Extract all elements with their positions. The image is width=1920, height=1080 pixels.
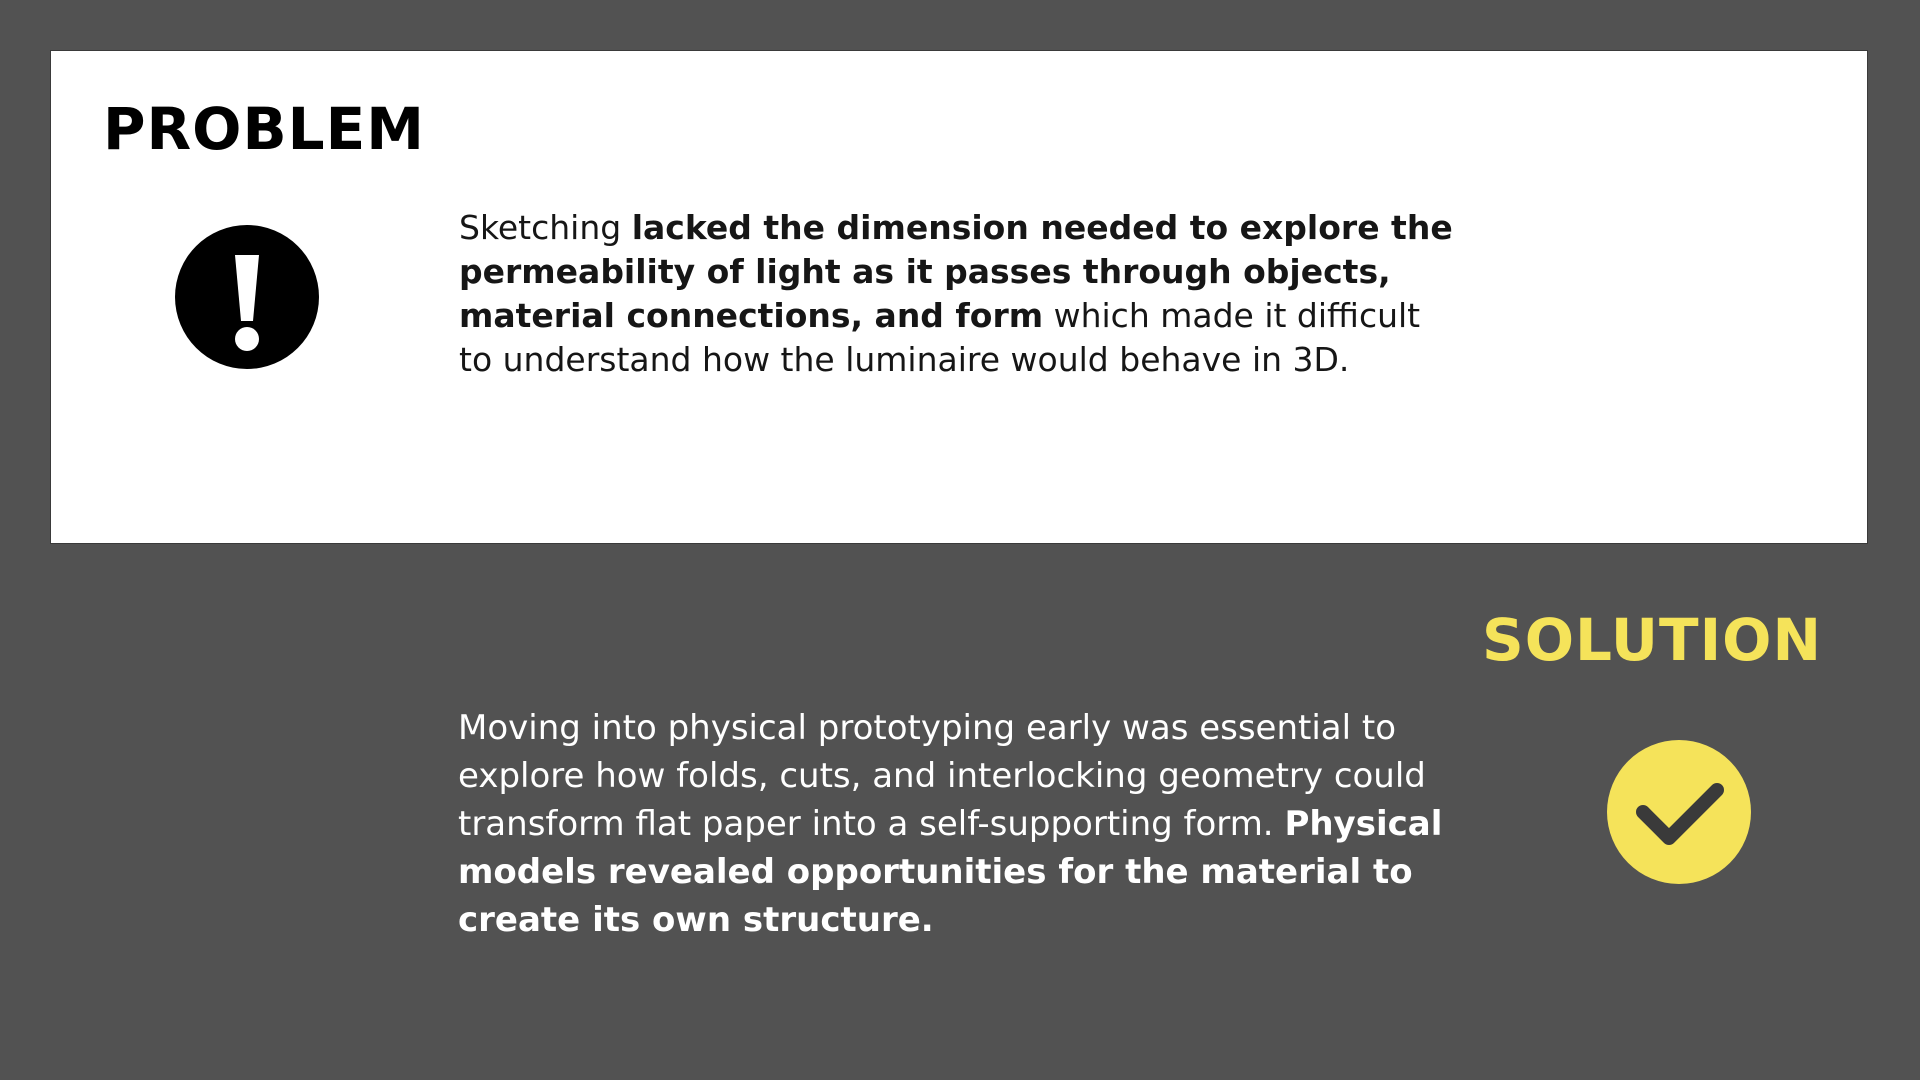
problem-heading: PROBLEM: [103, 95, 425, 163]
exclamation-icon: [175, 225, 319, 369]
problem-card: [50, 50, 1868, 544]
solution-text-intro: Moving into physical prototyping early was essential to explore how folds, cuts, and interlocking geometry could transform flat paper into a self-supporting form.: [458, 708, 1426, 844]
problem-text-intro: Sketching: [459, 208, 632, 247]
problem-text-rest: which made it difficult to understand how the luminaire would behave in 3D.: [459, 296, 1421, 379]
solution-text-bold: Physical models revealed opportunities for the material to create its own structure.: [458, 804, 1443, 940]
solution-heading: SOLUTION: [1481, 606, 1822, 674]
problem-description: [459, 206, 1459, 382]
checkmark-icon: [1607, 740, 1751, 884]
solution-description: [458, 704, 1458, 944]
problem-text-bold: lacked the dimension needed to explore the permeability of light as it passes through objects, material connections, and form: [459, 208, 1453, 335]
